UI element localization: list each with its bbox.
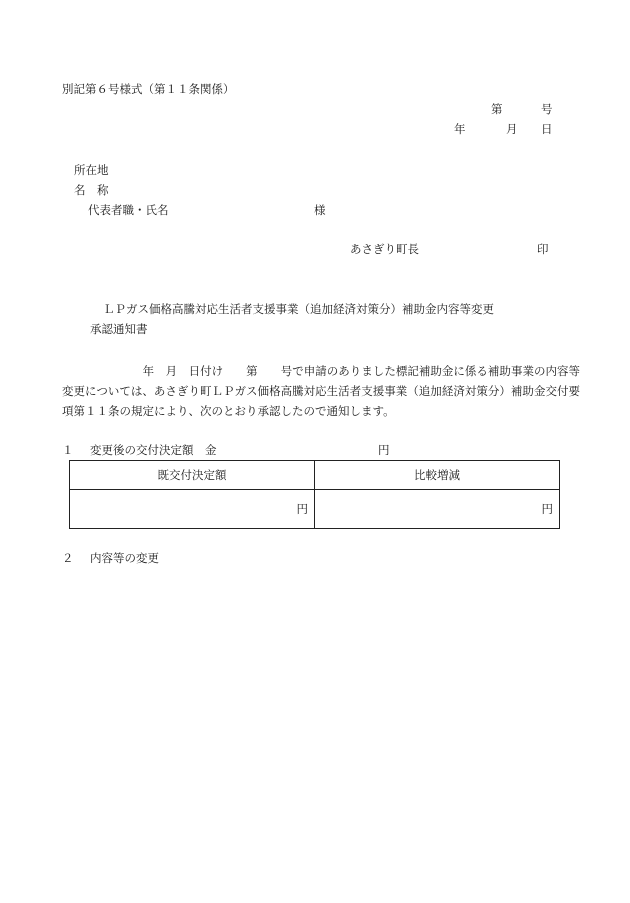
header-difference: 比較増減: [315, 461, 560, 490]
item1-unit: 円: [378, 443, 390, 457]
item2-number: ２: [62, 551, 74, 565]
cell-existing-amount: 円: [70, 490, 315, 529]
header-existing-amount: 既交付決定額: [70, 461, 315, 490]
name-label: 名 称: [74, 183, 109, 197]
heading-line-1: ＬＰガス価格高騰対応生活者支援事業（追加経済対策分）補助金内容等変更: [103, 302, 494, 316]
item1-label: 変更後の交付決定額 金: [90, 443, 217, 457]
honorific: 様: [314, 203, 326, 217]
doc-number-prefix: 第: [491, 102, 503, 116]
body-paragraph: 年 月 日付け 第 号で申請のありました標記補助金に係る補助事業の内容等変更については、あさぎり町ＬＰガス価格高騰対応生活者支援事業（追加経済対策分）補助金交付要項第１１条の規定により、次のとおり承認したので通知します。: [62, 364, 580, 418]
seal-mark: 印: [537, 242, 549, 256]
representative-label: 代表者職・氏名: [88, 203, 169, 217]
amount-table: [69, 460, 560, 529]
issuer-title: あさぎり町長: [350, 242, 419, 256]
item1-number: １: [62, 443, 74, 457]
doc-number-suffix: 号: [541, 102, 553, 116]
date-day: 日: [541, 122, 553, 136]
date-month: 月: [506, 122, 518, 136]
cell-difference: 円: [315, 490, 560, 529]
table-header-row: [70, 461, 560, 490]
form-label: 別記第６号様式（第１１条関係）: [62, 82, 235, 96]
heading-line-2: 承認通知書: [90, 322, 148, 336]
table-row: [70, 490, 560, 529]
address-label: 所在地: [74, 163, 109, 177]
item2-label: 内容等の変更: [90, 551, 159, 565]
date-year: 年: [454, 122, 466, 136]
